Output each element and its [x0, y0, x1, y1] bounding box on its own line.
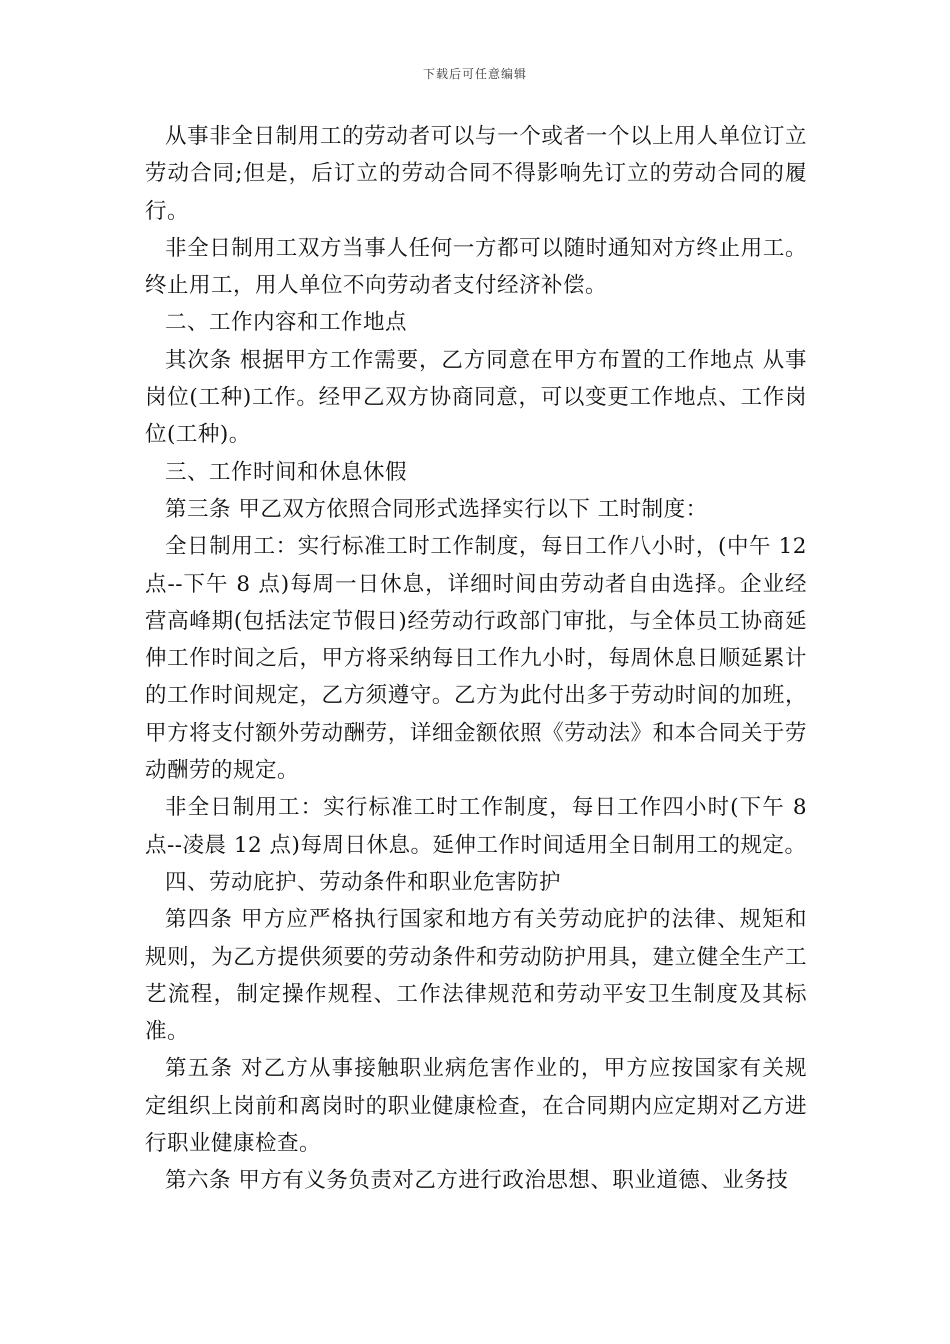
article-2: 其次条 根据甲方工作需要，乙方同意在甲方布置的工作地点 从事 岗位(工种)工作。经甲乙双方协商同意，可以变更工作地点、工作岗位(工种)。: [145, 347, 807, 448]
section-heading-working-hours: 三、工作时间和休息休假: [165, 459, 408, 485]
article-3: 第三条 甲乙双方依照合同形式选择实行以下 工时制度：: [165, 496, 708, 522]
page-header: 下载后可任意编辑: [422, 67, 527, 81]
paragraph-full-time: 全日制用工：实行标准工时工作制度，每日工作八小时，(中午 12 点--下午 8 点)每周一日休息，详细时间由劳动者自由选择。企业经营高峰期(包括法定节假日)经劳动行政部门审批，与全体员工协商延伸工作时间之后，甲方将采纳每日工作九小时，每周休息日顺延累计的工作时间规定，乙方须遵守。乙方为此付出多于劳动时间的加班，甲方将支付额外劳动酬劳，详细金额依照《劳动法》和本合同关于劳动酬劳的规定。: [145, 534, 807, 784]
section-heading-work-content: 二、工作内容和工作地点: [165, 310, 408, 336]
section-heading-labor-protection: 四、劳动庇护、劳动条件和职业危害防护: [165, 869, 562, 895]
article-6: 第六条 甲方有义务负责对乙方进行政治思想、职业道德、业务技: [165, 1168, 789, 1194]
paragraph-part-time-hours: 非全日制用工：实行标准工时工作制度，每日工作四小时(下午 8 点--凌晨 12 点)每周日休息。延伸工作时间适用全日制用工的规定。: [145, 795, 807, 858]
article-5: 第五条 对乙方从事接触职业病危害作业的，甲方应按国家有关规定组织上岗前和离岗时的职业健康检查，在合同期内应定期对乙方进行职业健康检查。: [145, 1056, 807, 1157]
paragraph-termination: 非全日制用工双方当事人任何一方都可以随时通知对方终止用工。终止用工，用人单位不向劳动者支付经济补偿。: [145, 235, 807, 299]
paragraph-part-time-contracts: 从事非全日制用工的劳动者可以与一个或者一个以上用人单位订立劳动合同;但是，后订立的劳动合同不得影响先订立的劳动合同的履行。: [145, 124, 807, 224]
document-body: [145, 118, 807, 1200]
article-4: 第四条 甲方应严格执行国家和地方有关劳动庇护的法律、规矩和规则，为乙方提供须要的劳动条件和劳动防护用具，建立健全生产工艺流程，制定操作规程、工作法律规范和劳动平安卫生制度及其标准。: [145, 907, 807, 1045]
